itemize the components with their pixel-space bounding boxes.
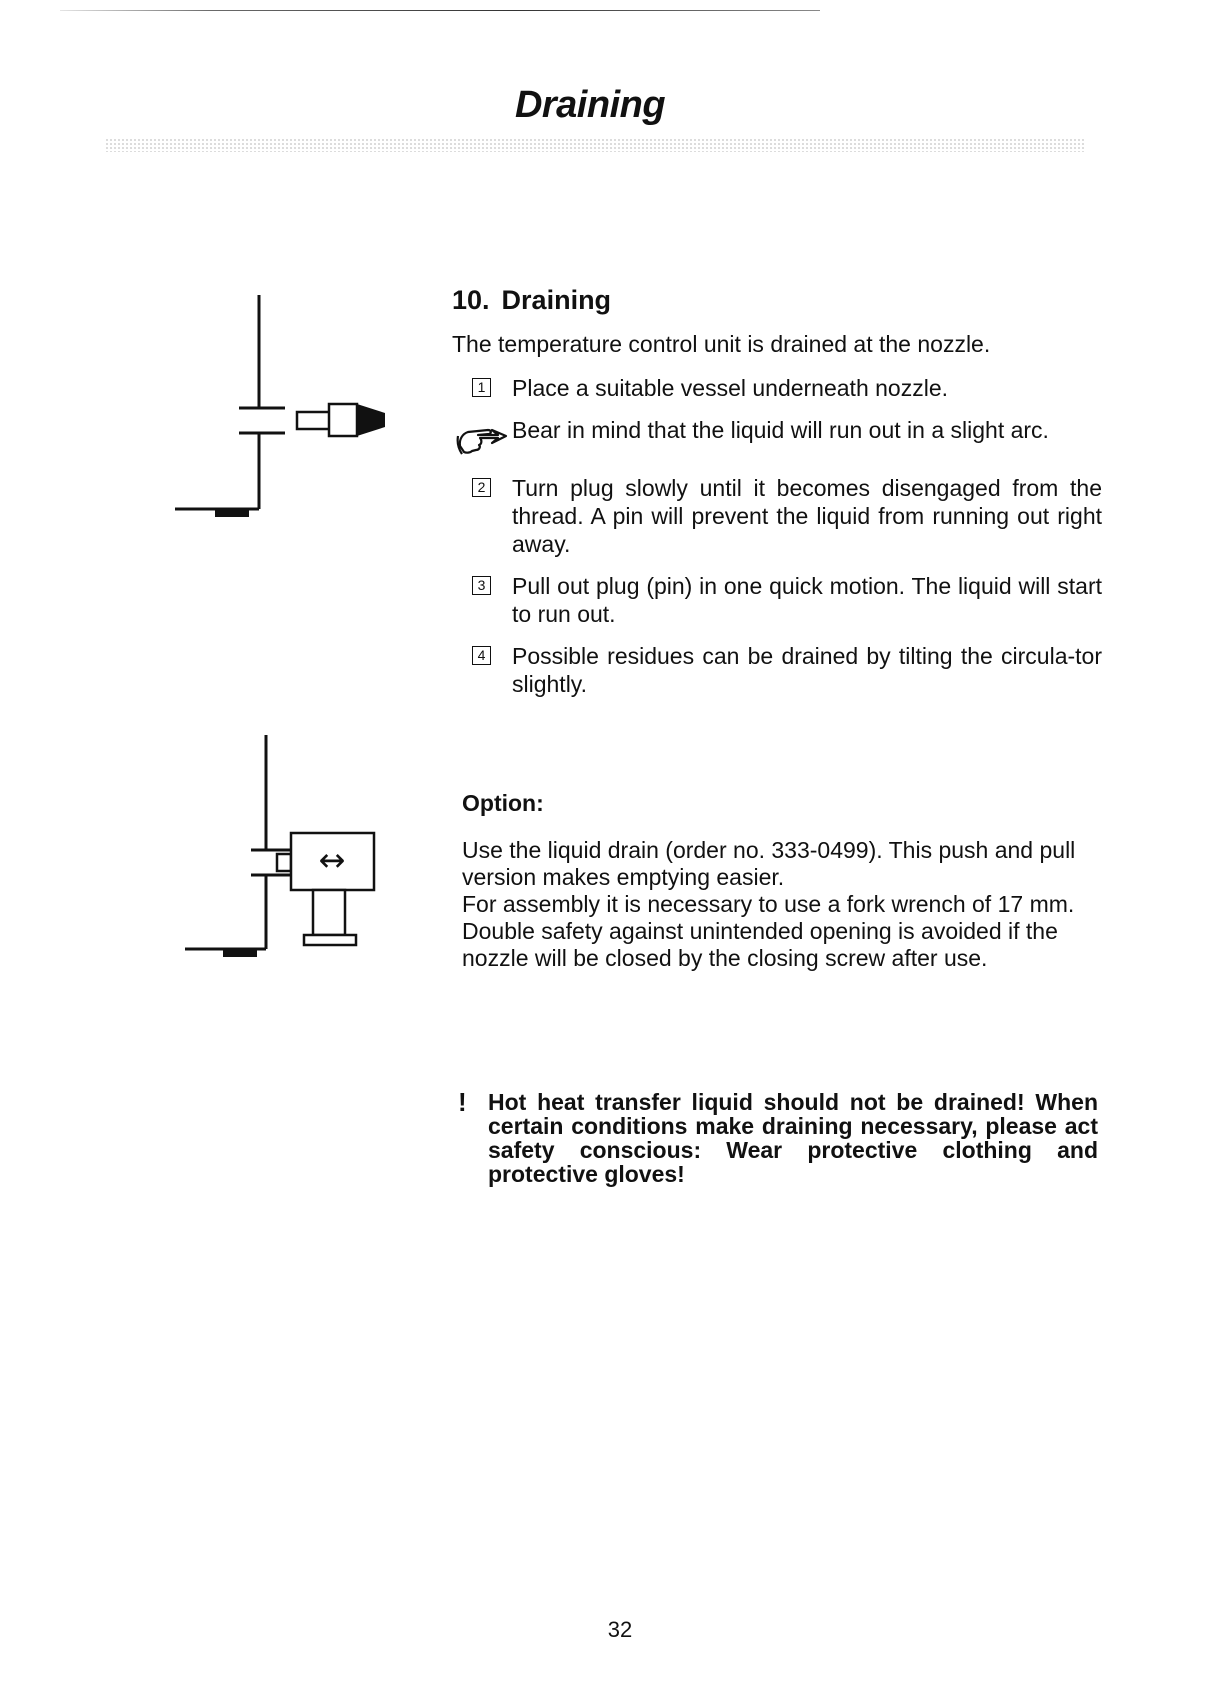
step-1 bbox=[452, 374, 1102, 402]
flange-lines bbox=[239, 408, 285, 433]
section-intro: The temperature control unit is drained at the nozzle. bbox=[452, 331, 991, 357]
nozzle-plug-diagram bbox=[175, 295, 415, 535]
step-text: Pull out plug (pin) in one quick motion. The liquid will start to run out. bbox=[512, 573, 1102, 627]
section-title: Draining bbox=[501, 285, 612, 315]
warning-block bbox=[458, 1087, 1098, 1187]
option-block bbox=[462, 790, 1102, 972]
note-text: Bear in mind that the liquid will run out in a slight arc. bbox=[512, 417, 1049, 443]
option-line: For assembly it is necessary to use a fork wrench of 17 mm. bbox=[462, 891, 1075, 917]
header-dotted-band bbox=[105, 138, 1085, 152]
step-number-box: 2 bbox=[472, 478, 491, 497]
option-line: Double safety against unintended opening is avoided if the nozzle will be closed by the closing screw after use. bbox=[462, 918, 1058, 971]
pointing-hand-icon bbox=[456, 416, 508, 456]
step-2 bbox=[452, 474, 1102, 558]
option-heading: Option: bbox=[462, 790, 544, 816]
note bbox=[452, 416, 1102, 444]
option-line: Use the liquid drain (order no. 333-0499). This push and pull version makes emptying easier. bbox=[462, 837, 1076, 890]
step-number-box: 4 bbox=[472, 646, 491, 665]
warning-text: Hot heat transfer liquid should not be drained! When certain conditions make draining necessary, please act safety conscious: Wear protective clothing and protective gloves! bbox=[488, 1089, 1098, 1187]
base-plate bbox=[175, 509, 259, 517]
liquid-drain-diagram bbox=[185, 735, 415, 975]
step-4 bbox=[452, 642, 1102, 698]
step-3 bbox=[452, 572, 1102, 628]
page-title: Draining bbox=[514, 84, 666, 126]
section-heading bbox=[452, 284, 1102, 316]
base-plate bbox=[185, 949, 266, 957]
top-rule bbox=[60, 10, 820, 11]
draining-section bbox=[452, 284, 1102, 712]
step-number-box: 1 bbox=[472, 378, 491, 397]
section-number: 10. bbox=[452, 285, 490, 315]
warning-exclamation-icon: ! bbox=[458, 1087, 467, 1117]
step-text: Turn plug slowly until it becomes disengaged from the thread. A pin will prevent the liquid from running out right away. bbox=[512, 475, 1102, 557]
plug bbox=[297, 404, 385, 436]
page-number: 32 bbox=[607, 1617, 633, 1642]
step-text: Place a suitable vessel underneath nozzle. bbox=[512, 375, 949, 401]
push-pull-arrow-icon: ↔ bbox=[318, 841, 346, 879]
step-text: Possible residues can be drained by tilting the circula-tor slightly. bbox=[512, 643, 1102, 697]
step-number-box: 3 bbox=[472, 576, 491, 595]
